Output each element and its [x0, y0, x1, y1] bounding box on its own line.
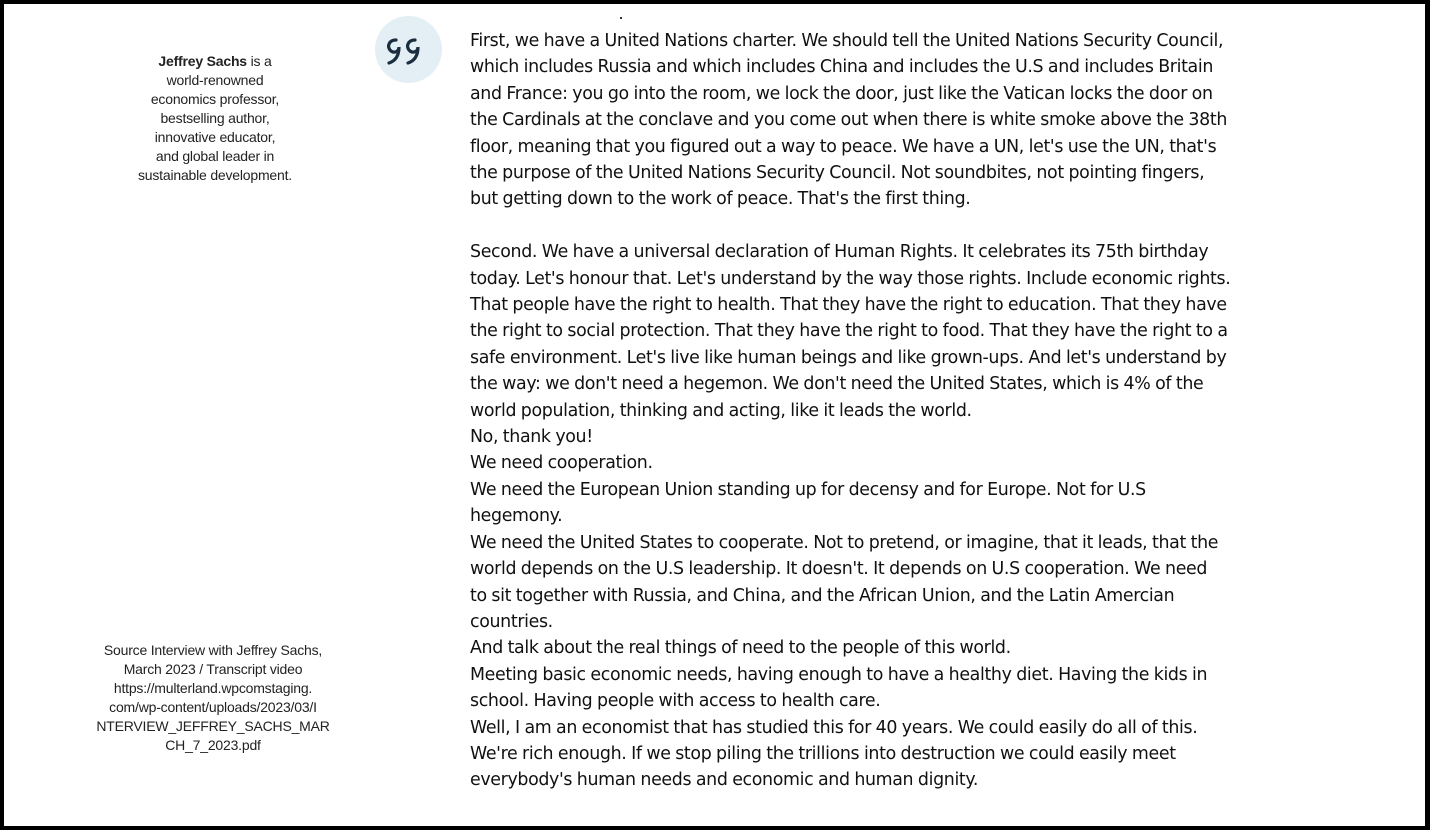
quote-line: and France: you go into the room, we lock the door, just like the Vatican locks the door on — [470, 83, 1213, 104]
source-line: NTERVIEW_JEFFREY_SACHS_MAR — [96, 718, 330, 734]
quote-line: Well, I am an economist that has studied this for 40 years. We could easily do all of this. — [470, 717, 1198, 738]
source-line: CH_7_2023.pdf — [165, 737, 261, 753]
bio-line-text: is a — [246, 53, 272, 69]
quote-line: everybody's human needs and economic and human dignity. — [470, 770, 979, 791]
bio-line: economics professor, — [150, 91, 280, 107]
quote-line: We need the European Union standing up for decensy and for Europe. Not for U.S — [470, 479, 1146, 500]
quote-line: world population, thinking and acting, like it leads the world. — [470, 400, 972, 421]
quote-line: school. Having people with access to health care. — [470, 691, 881, 712]
quote-line: We're rich enough. If we stop piling the trillions into destruction we could easily meet — [470, 743, 1176, 764]
quote-line: which includes Russia and which includes China and includes the U.S and includes Britain — [470, 57, 1213, 78]
quote-line: That people have the right to health. That they have the right to education. That they have — [470, 295, 1227, 316]
page — [4, 4, 1425, 826]
quote-mark-icon — [375, 16, 442, 83]
quote-line: to sit together with Russia, and China, and the African Union, and the Latin Amercian — [470, 585, 1175, 606]
bio-line: sustainable development. — [138, 167, 292, 183]
bio-line: and global leader in — [155, 148, 275, 164]
quote-body — [470, 28, 1290, 794]
stray-mark — [620, 17, 622, 19]
quote-line: hegemony. — [470, 506, 563, 527]
quote-line: the right to social protection. That they have the right to food. That they have the right to a — [470, 321, 1228, 342]
paragraph-gap — [470, 213, 1290, 239]
quote-line: floor, meaning that you figured out a way to peace. We have a UN, let's use the UN, that's — [470, 136, 1217, 157]
quote-badge — [375, 16, 442, 83]
quote-line: First, we have a United Nations charter. We should tell the United Nations Security Council, — [470, 31, 1224, 51]
quote-line: Second. We have a universal declaration of Human Rights. It celebrates its 75th birthday — [470, 242, 1209, 263]
quote-line: Meeting basic economic needs, having enough to have a healthy diet. Having the kids in — [470, 664, 1208, 685]
quote-line: the way: we don't need a hegemon. We don't need the United States, which is 4% of the — [470, 374, 1204, 395]
quote-line: safe environment. Let's live like human beings and like grown-ups. And let's understand by — [470, 347, 1227, 368]
bio-line: world-renowned — [166, 72, 264, 88]
author-name: Jeffrey Sachs — [158, 53, 247, 69]
quote-line: world depends on the U.S leadership. It doesn't. It depends on U.S cooperation. We need — [470, 559, 1208, 580]
quote-line: the purpose of the United Nations Security Council. Not soundbites, not pointing fingers, — [470, 163, 1205, 184]
quote-line: but getting down to the work of peace. That's the first thing. — [470, 189, 971, 210]
bio-line — [104, 52, 326, 71]
bio-line: bestselling author, — [160, 110, 270, 126]
quote-line: countries. — [470, 611, 553, 632]
author-bio — [104, 52, 326, 185]
bio-line: innovative educator, — [154, 129, 276, 145]
source-line: March 2023 / Transcript video — [123, 661, 303, 677]
quote-line: No, thank you! — [470, 427, 593, 448]
quote-line: We need cooperation. — [470, 453, 653, 474]
source-line: https://multerland.wpcomstaging. — [113, 680, 313, 696]
quote-line: the Cardinals at the conclave and you come out when there is white smoke above the 38th — [470, 110, 1227, 131]
quote-line: We need the United States to cooperate. Not to pretend, or imagine, that it leads, that the — [470, 532, 1219, 553]
quote-line: today. Let's honour that. Let's understand by the way those rights. Include economic rights. — [470, 268, 1231, 289]
source-line: com/wp-content/uploads/2023/03/I — [109, 699, 317, 715]
source-line: Source Interview with Jeffrey Sachs, — [103, 642, 323, 658]
source-citation — [82, 641, 344, 755]
quote-line: And talk about the real things of need to the people of this world. — [470, 638, 1011, 659]
